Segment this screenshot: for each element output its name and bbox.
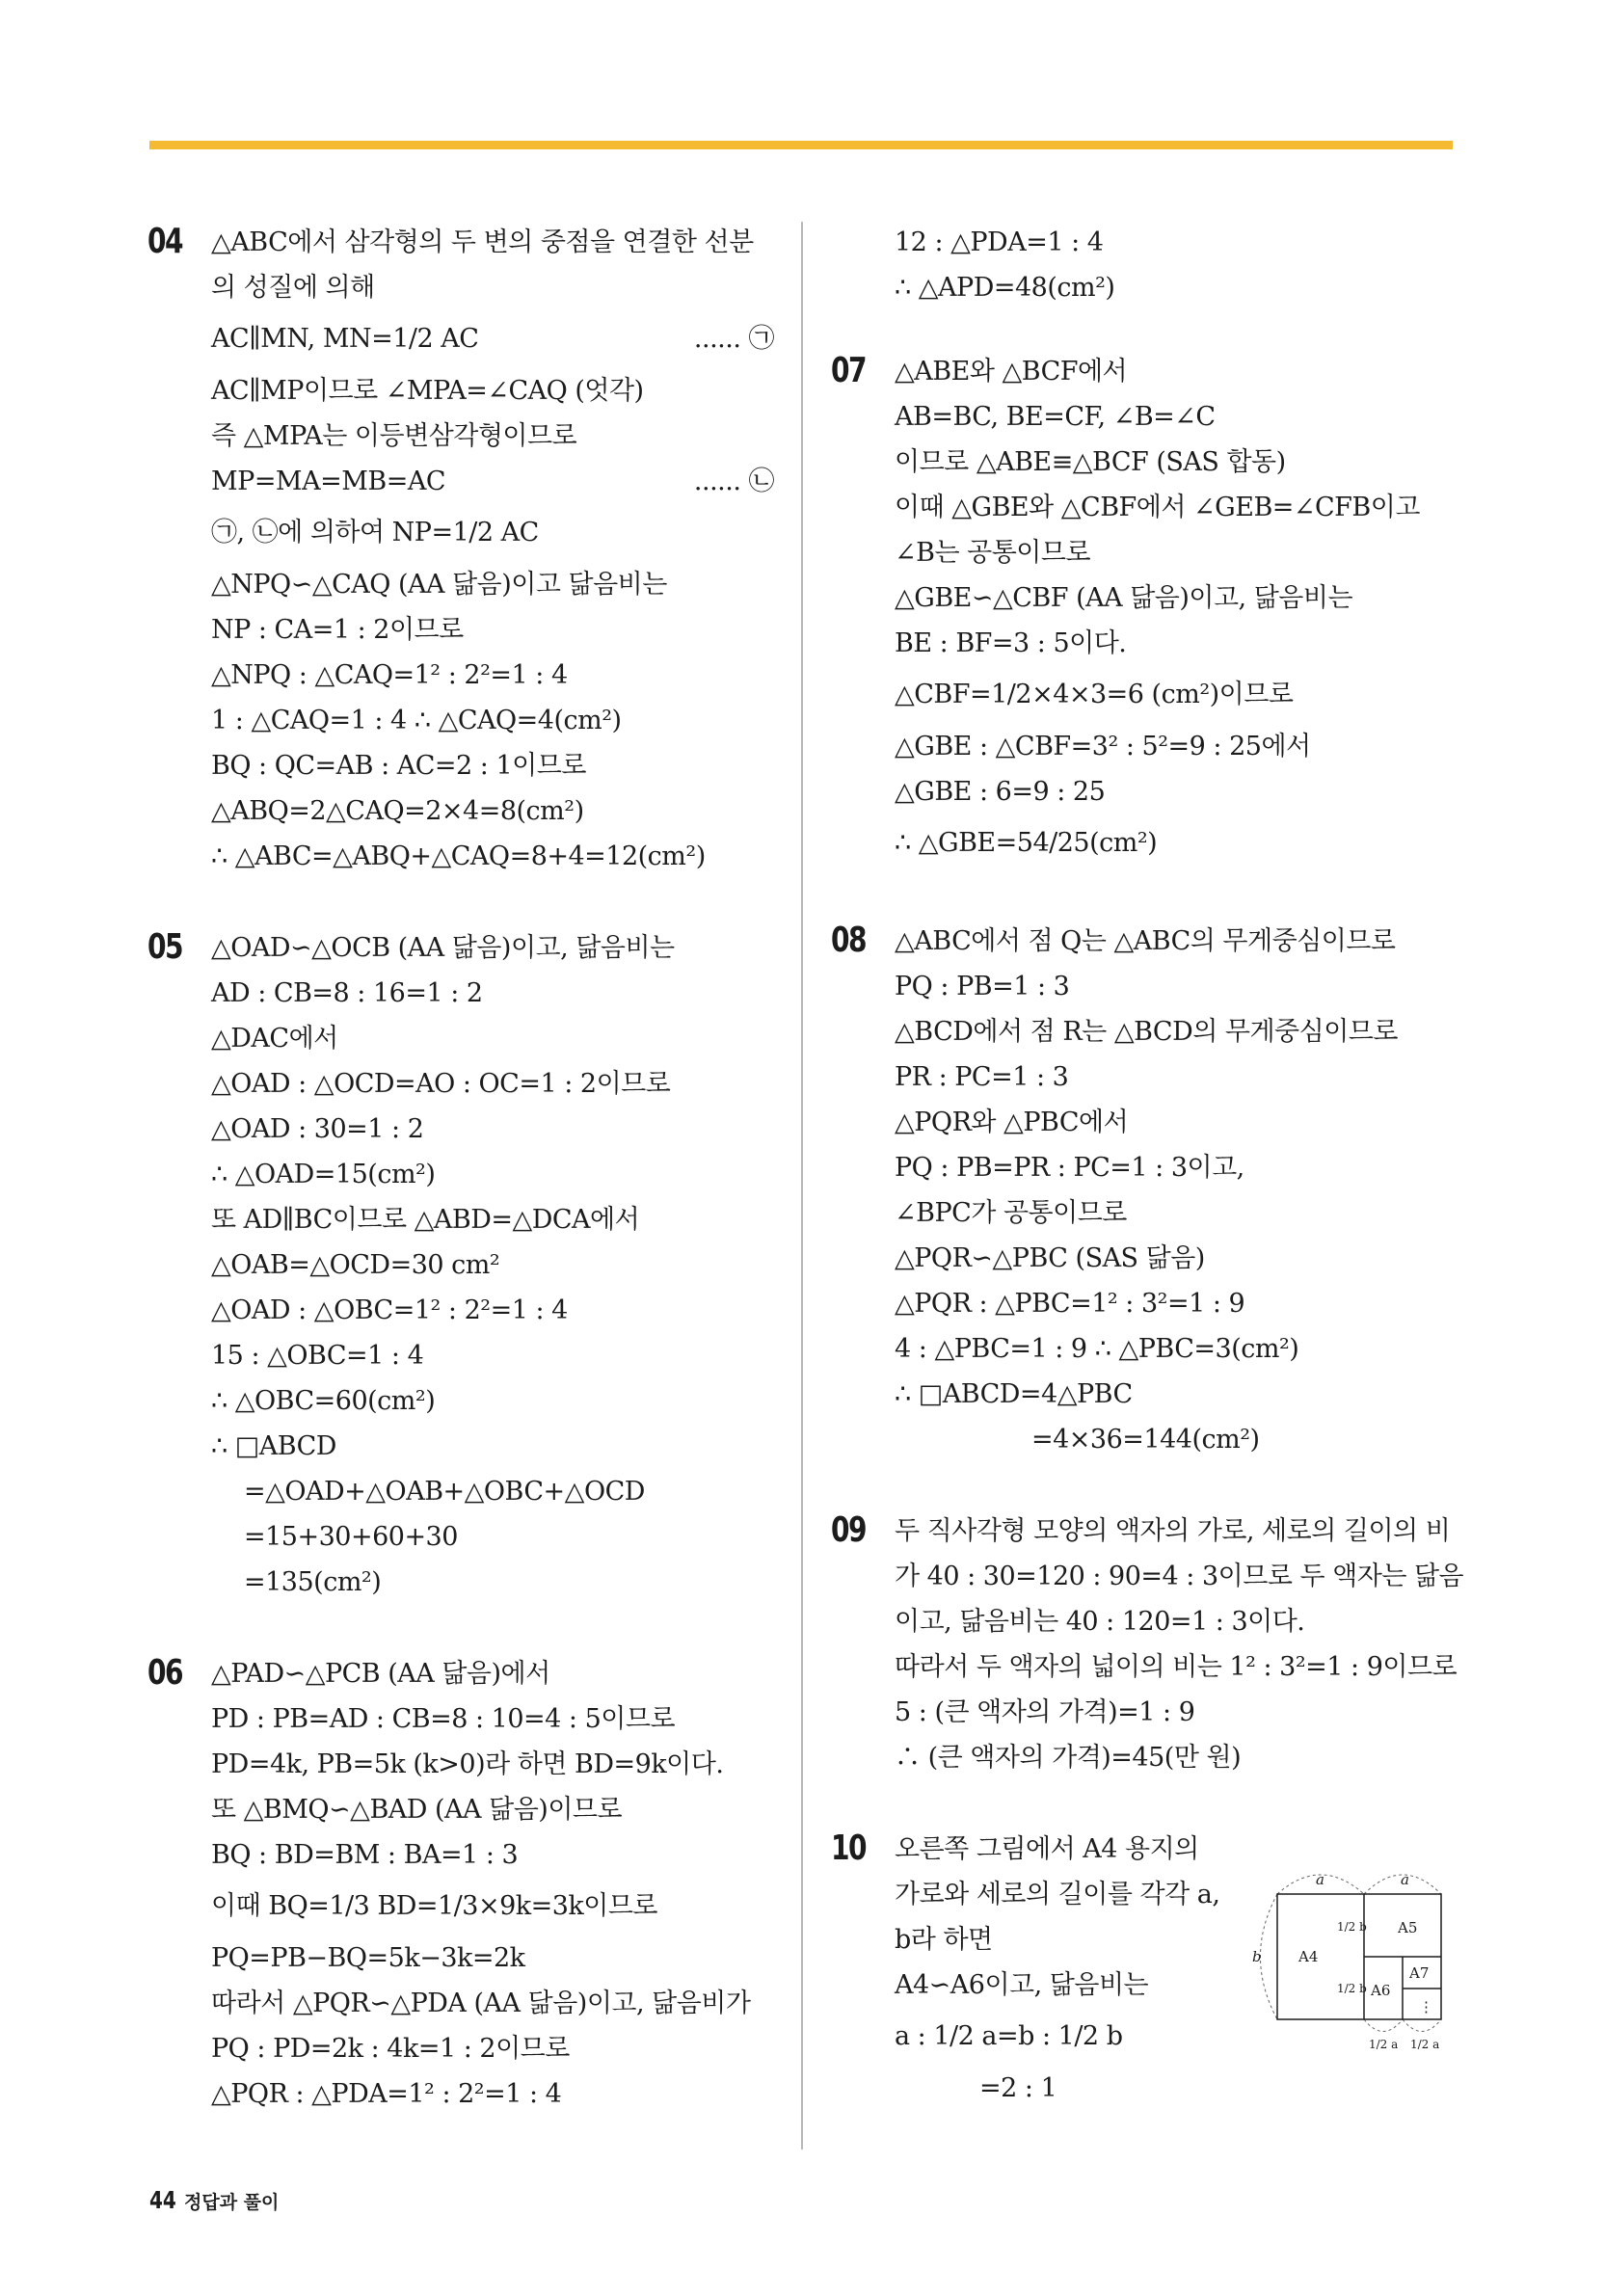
solution-line: PD=4k, PB=5k (k>0)라 하면 BD=9k이다. [211, 1749, 724, 1779]
solution-line: △OAD : △OBC=1² : 2²=1 : 4 [211, 1295, 568, 1325]
solution-line: △OAD : 30=1 : 2 [211, 1114, 424, 1144]
solution-line: 오른쪽 그림에서 A4 용지의 [895, 1834, 1199, 1864]
solution-line: △ABC에서 점 Q는 △ABC의 무게중심이므로 [895, 926, 1396, 956]
solution-line: ...... ㉡ MP=MA=MB=AC [211, 459, 774, 504]
solution-line: 5 : (큰 액자의 가격)=1 : 9 [895, 1697, 1195, 1727]
solution-line: ∴ △GBE=54/25(cm²) [895, 828, 1158, 858]
solution-line: 의 성질에 의해 [211, 273, 375, 303]
label-a-right: a [1401, 1871, 1409, 1888]
solution-line: 두 직사각형 모양의 액자의 가로, 세로의 길이의 비 [895, 1516, 1451, 1546]
problem-06 [147, 1651, 774, 2117]
solution-line: △NPQ∽△CAQ (AA 닮음)이고 닮음비는 [211, 570, 667, 600]
solution-line: AD : CB=8 : 16=1 : 2 [211, 978, 483, 1008]
solution-line: BQ : QC=AB : AC=2 : 1이므로 [211, 751, 586, 781]
problem-number: 05 [147, 927, 182, 967]
solution-line: △ABC에서 삼각형의 두 변의 중점을 연결한 선분 [211, 227, 754, 257]
solution-line: ∴ △OBC=60(cm²) [211, 1386, 436, 1416]
page-footer [149, 2186, 279, 2214]
solution-line: △GBE∽△CBF (AA 닮음)이고, 닮음비는 [895, 583, 1353, 613]
problem-number: 07 [831, 351, 866, 390]
problem-number: 10 [831, 1829, 866, 1868]
solution-line: △BCD에서 점 R는 △BCD의 무게중심이므로 [895, 1017, 1398, 1047]
label-half-b-bottom: 1/2 b [1337, 1982, 1367, 1995]
solution-line: ...... ㉠ AC∥MN, MN=1/2 AC [211, 310, 774, 368]
label-a6: A6 [1371, 1982, 1391, 1999]
solution-line: =15+30+60+30 [244, 1522, 458, 1552]
solution-line: △ABQ=2△CAQ=2×4=8(cm²) [211, 796, 584, 826]
solution-line: BE : BF=3 : 5이다. [895, 628, 1127, 658]
problem-07 [831, 349, 1458, 872]
solution-line: △CBF=1/2×4×3=6 (cm²)이므로 [895, 680, 1294, 709]
solution-line: ∴ △APD=48(cm²) [895, 273, 1115, 303]
dimension-arc-bottom-right [1403, 2019, 1441, 2032]
solution-line: ∠BPC가 공통이므로 [895, 1198, 1127, 1228]
solution-line: 12 : △PDA=1 : 4 [895, 227, 1104, 257]
solution-line: NP : CA=1 : 2이므로 [211, 615, 464, 645]
solution-line: ∠B는 공통이므로 [895, 538, 1091, 568]
label-a5: A5 [1398, 1919, 1418, 1936]
solution-line: PQ : PB=PR : PC=1 : 3이고, [895, 1153, 1244, 1183]
label-a7: A7 [1409, 1964, 1430, 1982]
solution-line: 가로와 세로의 길이를 각각 a, [895, 1880, 1220, 1909]
solution-line: △GBE : △CBF=3² : 5²=9 : 25에서 [895, 732, 1311, 761]
solution-line: =135(cm²) [244, 1567, 382, 1597]
solution-line: △OAD∽△OCB (AA 닮음)이고, 닮음비는 [211, 933, 675, 963]
solution-line: 즉 △MPA는 이등변삼각형이므로 [211, 421, 577, 451]
solution-line: ∴ □ABCD [211, 1431, 336, 1461]
solution-line: 가 40 : 30=120 : 90=4 : 3이므로 두 액자는 닮음 [895, 1562, 1464, 1591]
column-divider [801, 222, 803, 2149]
right-column [831, 220, 1464, 2111]
page-number: 44 [149, 2186, 176, 2214]
solution-line: BQ : BD=BM : BA=1 : 3 [211, 1840, 519, 1870]
solution-line: 이때 BQ=1/3 BD=1/3×9k=3k이므로 [211, 1891, 658, 1921]
solution-line: PQ=PB−BQ=5k−3k=2k [211, 1943, 525, 1973]
solution-line: 이때 △GBE와 △CBF에서 ∠GEB=∠CFB이고 [895, 493, 1420, 522]
solution-line: 따라서 △PQR∽△PDA (AA 닮음)이고, 닮음비가 [211, 1989, 751, 2018]
solution-line: =2 : 1 [979, 2073, 1057, 2103]
problem-number: 09 [831, 1510, 866, 1550]
problem-04 [147, 220, 774, 879]
label-half-a-right: 1/2 a [1410, 2038, 1440, 2051]
solution-line: ∴ (큰 액자의 가격)=45(만 원) [895, 1743, 1242, 1773]
label-a-left: a [1316, 1871, 1324, 1888]
solution-line: =△OAD+△OAB+△OBC+△OCD [244, 1477, 645, 1507]
solution-line: b라 하면 [895, 1925, 993, 1955]
solution-line: AB=BC, BE=CF, ∠B=∠C [895, 402, 1216, 432]
solution-line: △NPQ : △CAQ=1² : 2²=1 : 4 [211, 660, 568, 690]
problem-08 [831, 919, 1458, 1462]
problem-number: 06 [147, 1653, 182, 1693]
solution-line: △PAD∽△PCB (AA 닮음)에서 [211, 1659, 550, 1689]
solution-line: △GBE : 6=9 : 25 [895, 777, 1106, 807]
problem-06-continued [831, 220, 1458, 310]
header-accent-bar [149, 141, 1453, 149]
problem-05 [147, 925, 774, 1605]
solution-line: △PQR : △PBC=1² : 3²=1 : 9 [895, 1289, 1245, 1319]
solution-line: 따라서 두 액자의 넓이의 비는 1² : 3²=1 : 9이므로 [895, 1652, 1458, 1682]
solution-line: 1 : △CAQ=1 : 4 ∴ △CAQ=4(cm²) [211, 706, 622, 735]
problem-number: 08 [831, 921, 866, 960]
solution-line: 또 △BMQ∽△BAD (AA 닮음)이므로 [211, 1795, 623, 1825]
solution-line: ∴ □ABCD=4△PBC [895, 1379, 1133, 1409]
solution-line: =4×36=144(cm²) [1031, 1425, 1260, 1455]
solution-line: ∴ △ABC=△ABQ+△CAQ=8+4=12(cm²) [211, 841, 706, 871]
solution-line: A4∽A6이고, 닮음비는 [895, 1970, 1149, 2000]
problem-09 [831, 1508, 1464, 1780]
paper-size-figure [1248, 1865, 1460, 2058]
label-b: b [1252, 1948, 1262, 1965]
solution-line: 4 : △PBC=1 : 9 ∴ △PBC=3(cm²) [895, 1334, 1299, 1364]
solution-line: △OAB=△OCD=30 cm² [211, 1250, 500, 1280]
solution-line: ∴ △OAD=15(cm²) [211, 1160, 436, 1189]
solution-line: AC∥MP이므로 ∠MPA=∠CAQ (엇각) [211, 376, 644, 406]
solution-line: PR : PC=1 : 3 [895, 1062, 1069, 1092]
solution-line: 이고, 닮음비는 40 : 120=1 : 3이다. [895, 1607, 1305, 1637]
solution-line: △PQR∽△PBC (SAS 닮음) [895, 1243, 1205, 1273]
marker: ...... ㉠ [693, 324, 774, 354]
solution-line: 또 AD∥BC이므로 △ABD=△DCA에서 [211, 1205, 640, 1235]
left-column [147, 220, 774, 2117]
label-half-a-left: 1/2 a [1369, 2038, 1399, 2051]
solution-line: △OAD : △OCD=AO : OC=1 : 2이므로 [211, 1069, 671, 1099]
solution-line: PQ : PB=1 : 3 [895, 972, 1070, 1001]
footer-label: 정답과 풀이 [184, 2192, 280, 2213]
solution-line: △ABE와 △BCF에서 [895, 357, 1128, 387]
solution-line: ㉠, ㉡에 의하여 NP=1/2 AC [211, 518, 539, 547]
solution-line: PD : PB=AD : CB=8 : 10=4 : 5이므로 [211, 1704, 676, 1734]
solution-line: △DAC에서 [211, 1024, 338, 1054]
label-half-b-top: 1/2 b [1337, 1920, 1367, 1934]
problem-number: 04 [147, 222, 182, 261]
label-ellipsis: ⋮ [1419, 1998, 1433, 2016]
solution-line: △PQR와 △PBC에서 [895, 1108, 1129, 1137]
dimension-arc-left [1261, 1894, 1278, 2019]
label-a4: A4 [1298, 1948, 1319, 1965]
solution-line: a : 1/2 a=b : 1/2 b [895, 2021, 1123, 2051]
solution-line: △PQR : △PDA=1² : 2²=1 : 4 [211, 2079, 562, 2109]
solution-line: PQ : PD=2k : 4k=1 : 2이므로 [211, 2034, 570, 2064]
dimension-arc-bottom-left [1364, 2019, 1403, 2032]
solution-line: 15 : △OBC=1 : 4 [211, 1341, 424, 1371]
marker: ...... ㉡ [693, 467, 774, 496]
solution-line: 이므로 △ABE≡△BCF (SAS 합동) [895, 447, 1286, 477]
